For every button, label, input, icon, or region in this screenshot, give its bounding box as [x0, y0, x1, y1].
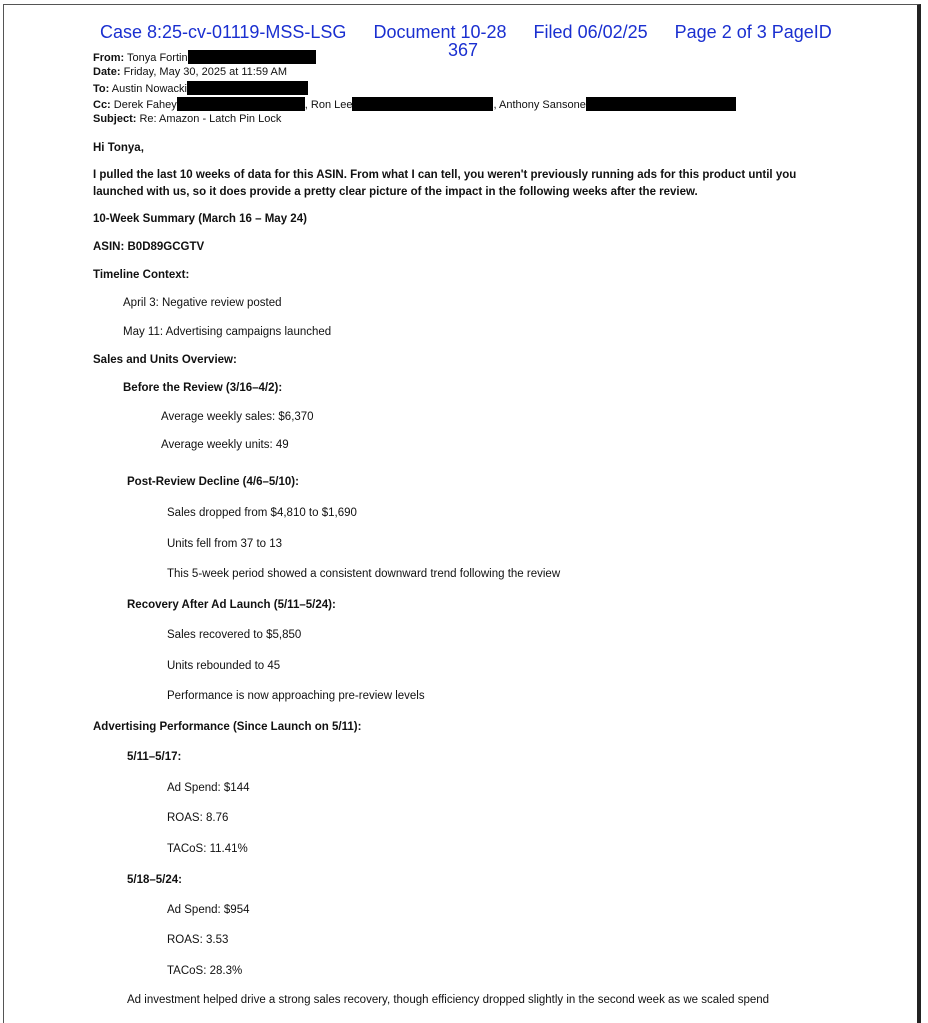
sales-heading: Sales and Units Overview: [93, 354, 237, 366]
week1-heading: 5/11–5/17: [127, 751, 182, 763]
timeline-item: May 11: Advertising campaigns launched [123, 326, 332, 338]
decline-item: Sales dropped from $4,810 to $1,690 [167, 507, 357, 519]
intro-paragraph: I pulled the last 10 weeks of data for this ASIN. From what I can tell, you weren't previously running ads for this product until you launched with us, so it does provide a pretty clear picture of the impact in the following weeks after the review. [93, 169, 797, 198]
date-value: Friday, May 30, 2025 at 11:59 AM [123, 66, 288, 78]
email-cc: Cc: Derek Fahey , Ron Lee , Anthony Sansone [93, 97, 736, 111]
timeline-heading: Timeline Context: [93, 269, 190, 281]
cc-1: Derek Fahey [113, 99, 177, 111]
email-date: Date: Friday, May 30, 2025 at 11:59 AM [93, 66, 288, 78]
page-id: 367 [448, 40, 479, 60]
case-number: Case 8:25-cv-01119-MSS-LSG [100, 22, 347, 42]
week2-spend: Ad Spend: $954 [167, 904, 250, 916]
decline-heading: Post-Review Decline (4/6–5/10): [127, 476, 299, 488]
summary-heading: 10-Week Summary (March 16 – May 24) [93, 213, 307, 225]
cc-3: , Anthony Sansone [493, 99, 586, 111]
recovery-item: Units rebounded to 45 [167, 660, 281, 672]
closing-sentence: Ad investment helped drive a strong sales recovery, though efficiency dropped slightly in the second week as we scaled spend [127, 994, 770, 1006]
redaction [188, 50, 316, 64]
from-name: Tonya Fortin [127, 52, 188, 64]
filed-date: Filed 06/02/25 [533, 22, 648, 42]
email-to: To: Austin Nowacki [93, 81, 308, 95]
recovery-item: Sales recovered to $5,850 [167, 629, 302, 641]
timeline-item: April 3: Negative review posted [123, 297, 282, 309]
week1-spend: Ad Spend: $144 [167, 782, 250, 794]
redaction [586, 97, 736, 111]
redaction [352, 97, 493, 111]
document-number: Document 10-28 [373, 22, 507, 42]
week2-tacos: TACoS: 28.3% [167, 965, 243, 977]
page-number: Page 2 of 3 PageID [674, 22, 832, 42]
week2-roas: ROAS: 3.53 [167, 934, 229, 946]
before-heading: Before the Review (3/16–4/2): [123, 382, 283, 394]
before-item: Average weekly units: 49 [161, 439, 289, 451]
ad-heading: Advertising Performance (Since Launch on 5/11): [93, 721, 362, 733]
page-frame [3, 4, 921, 1023]
week1-tacos: TACoS: 11.41% [167, 843, 248, 855]
redaction [187, 81, 308, 95]
decline-item: Units fell from 37 to 13 [167, 538, 283, 550]
to-name: Austin Nowacki [111, 83, 187, 95]
cc-2: , Ron Lee [304, 99, 353, 111]
greeting: Hi Tonya, [93, 142, 144, 154]
decline-item: This 5-week period showed a consistent downward trend following the review [167, 568, 561, 580]
redaction [177, 97, 305, 111]
week2-heading: 5/18–5/24: [127, 874, 182, 886]
email-subject: Subject: Re: Amazon - Latch Pin Lock [93, 113, 282, 125]
before-item: Average weekly sales: $6,370 [161, 411, 314, 423]
recovery-item: Performance is now approaching pre-review levels [167, 690, 425, 702]
asin: ASIN: B0D89GCGTV [93, 241, 205, 253]
recovery-heading: Recovery After Ad Launch (5/11–5/24): [127, 599, 336, 611]
week1-roas: ROAS: 8.76 [167, 812, 229, 824]
subject-value: Re: Amazon - Latch Pin Lock [139, 113, 282, 125]
email-from: From: Tonya Fortin [93, 50, 316, 64]
